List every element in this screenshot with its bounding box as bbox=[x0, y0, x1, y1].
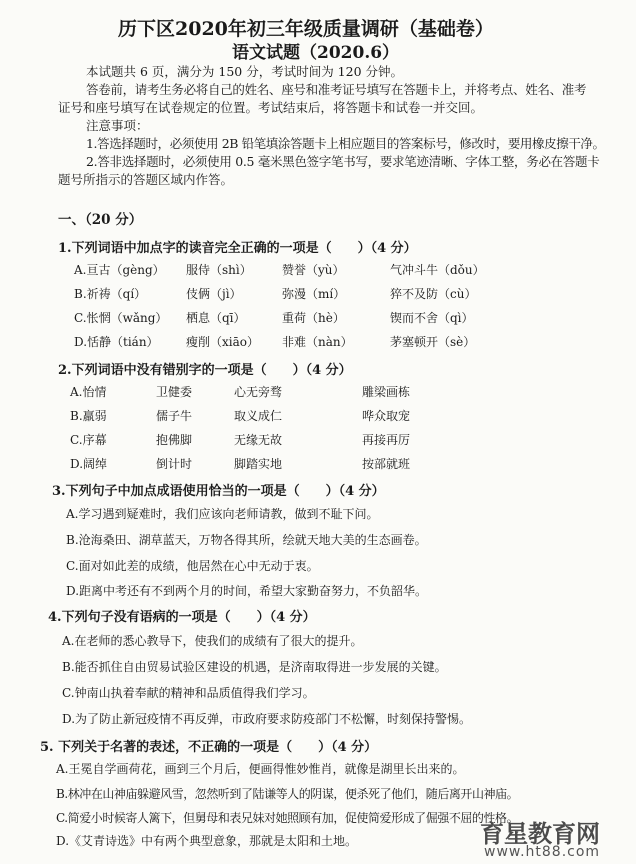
q1-option-c-2: 栖息（qī） bbox=[186, 311, 246, 325]
q2-option-b-3: 取义成仁 bbox=[234, 409, 283, 423]
question-2-stem: 2.下列词语中没有错别字的一项是（ ）（4 分） bbox=[58, 363, 352, 378]
q2-option-a-3: 心无旁骛 bbox=[234, 385, 283, 399]
q2-option-c-4: 再接再厉 bbox=[362, 433, 411, 447]
q2-option-c-1: C.序幕 bbox=[70, 433, 107, 447]
q1-option-a-3: 赞誉（yù） bbox=[282, 263, 345, 277]
question-5-stem: 5. 下列关于名著的表述，不正确的一项是（ ）（4 分） bbox=[40, 740, 378, 755]
q3-option-a: A.学习遇到疑难时，我们应该向老师请教，做到不耻下问。 bbox=[66, 507, 379, 521]
q4-option-d: D.为了防止新冠疫情不再反弹，市政府要求防疫部门不松懈，时刻保持警惕。 bbox=[62, 712, 472, 726]
q2-option-d-4: 按部就班 bbox=[362, 457, 411, 471]
exam-title: 历下区2020年初三年级质量调研（基础卷） bbox=[118, 18, 494, 40]
q1-option-a-2: 服侍（shì） bbox=[186, 263, 252, 277]
q2-option-b-2: 儒子牛 bbox=[156, 409, 193, 423]
q1-option-a-1: A.亘古（gèng） bbox=[74, 263, 165, 277]
question-1-stem: 1.下列词语中加点字的读音完全正确的一项是（ ）（4 分） bbox=[58, 241, 417, 256]
question-4-stem: 4.下列句子没有语病的一项是（ ）（4 分） bbox=[48, 610, 316, 625]
instruction-line-3: 证号和座号填写在试卷规定的位置。考试结束后，将答题卡和试卷一并交回。 bbox=[58, 100, 484, 115]
instruction-line-1: 本试题共 6 页，满分为 150 分，考试时间为 120 分钟。 bbox=[86, 64, 404, 79]
q2-option-b-1: B.羸弱 bbox=[70, 409, 107, 423]
q2-option-a-4: 雕梁画栋 bbox=[362, 385, 411, 399]
q1-option-b-4: 猝不及防（cù） bbox=[390, 287, 477, 301]
watermark-logo: 育星教育网 bbox=[480, 820, 600, 848]
q2-option-d-1: D.阔绰 bbox=[70, 457, 108, 471]
q2-option-d-3: 脚踏实地 bbox=[234, 457, 283, 471]
q5-option-d: D.《艾青诗选》中有两个典型意象，那就是太阳和土地。 bbox=[56, 834, 358, 848]
q3-option-b: B.沧海桑田、湖草蓝天，万物各得其所，绘就天地大美的生态画卷。 bbox=[66, 533, 427, 547]
q2-option-d-2: 倒计时 bbox=[156, 457, 193, 471]
q2-option-b-4: 哗众取宠 bbox=[362, 409, 411, 423]
q1-option-d-4: 茅塞顿开（sè） bbox=[390, 335, 476, 349]
q1-option-d-1: D.恬静（tián） bbox=[74, 335, 159, 349]
q5-option-a: A.王冕自学画荷花，画到三个月后，便画得惟妙惟肖，就像是湖里长出来的。 bbox=[56, 762, 465, 776]
exam-subtitle: 语文试题（2020.6） bbox=[232, 43, 400, 63]
q4-option-b: B.能否抓住自由贸易试验区建设的机遇，是济南取得进一步发展的关键。 bbox=[62, 660, 447, 674]
q2-option-c-2: 抱佛脚 bbox=[156, 433, 193, 447]
q5-option-b: B.林冲在山神庙躲避风雪，忽然听到了陆谦等人的阴谋，便杀死了他们，随后离开山神庙。 bbox=[56, 787, 519, 801]
q4-option-c: C.钟南山执着奉献的精神和品质值得我们学习。 bbox=[62, 686, 315, 700]
q1-option-c-4: 锲而不舍（qì） bbox=[390, 311, 474, 325]
q1-option-b-2: 伎俩（jì） bbox=[186, 287, 242, 301]
q4-option-a: A.在老师的悉心教导下，使我们的成绩有了很大的提升。 bbox=[62, 634, 363, 648]
q1-option-d-2: 瘦削（xiāo） bbox=[186, 335, 259, 349]
q2-option-c-3: 无缘无故 bbox=[234, 433, 283, 447]
question-3-stem: 3.下列句子中加点成语使用恰当的一项是（ ）（4 分） bbox=[52, 484, 385, 499]
q3-option-d: D.距离中考还有不到两个月的时间，希望大家勤奋努力，不负韶华。 bbox=[66, 584, 428, 598]
q1-option-b-3: 弥漫（mí） bbox=[282, 287, 346, 301]
q1-option-c-3: 重荷（hè） bbox=[282, 311, 345, 325]
q1-option-c-1: C.怅惘（wǎng） bbox=[74, 311, 168, 325]
q3-option-c: C.面对如此差的成绩，他居然在心中无动于衷。 bbox=[66, 559, 319, 573]
q5-option-c: C.简爱小时候寄人篱下，但舅母和表兄妹对她照顾有加，促使简爱形成了倔强不屈的性格。 bbox=[56, 811, 519, 825]
q2-option-a-1: A.怡情 bbox=[70, 385, 107, 399]
note-1: 1.答选择题时，必须使用 2B 铅笔填涂答题卡上相应题目的答案标号，修改时，要用橡皮擦干净。 bbox=[86, 136, 605, 151]
notes-title: 注意事项： bbox=[86, 118, 149, 133]
section-title: 一、（20 分） bbox=[58, 212, 143, 228]
instruction-line-2: 答卷前，请考生务必将自己的姓名、座号和准考证号填写在答题卡上，并将考点、姓名、准考 bbox=[86, 82, 587, 97]
watermark-url: www.ht88.com bbox=[484, 844, 601, 860]
note-2: 2.答非选择题时，必须使用 0.5 毫米黑色签字笔书写，要求笔迹清晰、字体工整，务必在答题卡 bbox=[86, 154, 600, 169]
q1-option-a-4: 气冲斗牛（dǒu） bbox=[390, 263, 485, 277]
note-2-cont: 题号所指示的答题区域内作答。 bbox=[58, 172, 234, 187]
q1-option-d-3: 非难（nàn） bbox=[282, 335, 353, 349]
q2-option-a-2: 卫健委 bbox=[156, 385, 193, 399]
q1-option-b-1: B.祈祷（qí） bbox=[74, 287, 147, 301]
